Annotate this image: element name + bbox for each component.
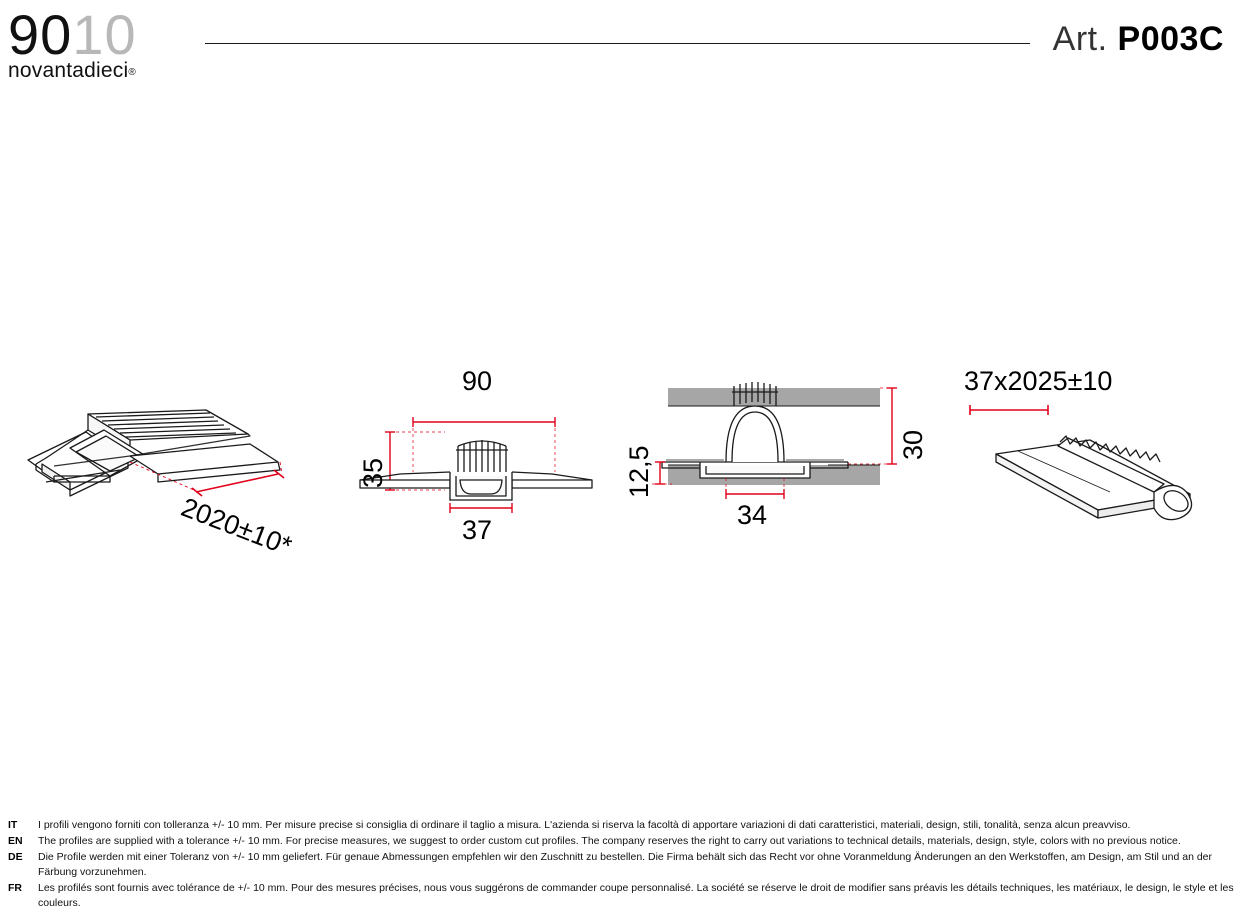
- registered-mark-icon: ®: [128, 67, 136, 78]
- article-reference: [1053, 20, 1224, 59]
- note-text-de: Die Profile werden mit einer Toleranz von +/- 10 mm geliefert. Für genaue Abmessungen empfehlen wir den Zuschnitt zu bestellen. Die Firma behält sich das Recht vor ohne Voranmeldung Änderungen an den Werkstoffen, am Design, am Stil und an der Färbung vorzunehmen.: [38, 851, 1213, 878]
- article-label: Art.: [1052, 20, 1108, 58]
- note-language-de: DE: [8, 851, 23, 863]
- wall-recess-dimension-label: 12,5: [624, 445, 654, 498]
- logo-wordmark: [8, 3, 198, 66]
- cut-detail-svg: [940, 370, 1240, 570]
- note-row-en: [0, 834, 1250, 850]
- wall-section-drawing: [600, 350, 940, 570]
- note-language-en: EN: [8, 835, 23, 847]
- cut-size-dimension-label: 37x2025±10: [964, 366, 1113, 396]
- note-row-fr: [0, 881, 1250, 912]
- logo-wordmark-light: 10: [72, 3, 137, 66]
- logo-subtitle-text: novantadieci: [8, 59, 129, 82]
- note-text-it: I profili vengono forniti con tolleranza +/- 10 mm. Per misure precise si consiglia di ordinare il taglio a misura. L'azienda si riserva la facoltà di apportare variazioni di dati caratteristici, materiali, design, stili, tonalità, senza alcun preavviso.: [38, 819, 1131, 831]
- brand-logo: [8, 3, 198, 84]
- header-divider: [205, 43, 1030, 44]
- page-header: [0, 0, 1250, 100]
- technical-drawings: [0, 330, 1250, 590]
- front-height-dimension-label: 35: [358, 457, 388, 488]
- note-row-it: [0, 818, 1250, 834]
- note-language-it: IT: [8, 819, 18, 831]
- footer-notes: [0, 818, 1250, 912]
- note-row-de: [0, 850, 1250, 881]
- front-width-dimension-label: 90: [462, 366, 493, 396]
- cut-detail-drawing: [940, 366, 1240, 570]
- note-text-fr: Les profilés sont fournis avec tolérance de +/- 10 mm. Pour des mesures précises, nous vous suggérons de commander coupe personnalisé. La société se réserve le droit de modifier sans préavis les détails techniques, les matériaux, le design, le style et les couleurs.: [38, 882, 1234, 909]
- logo-subtitle: [8, 60, 198, 84]
- wall-depth-dimension-label: 30: [898, 429, 928, 460]
- article-code: P003C: [1117, 20, 1224, 58]
- logo-wordmark-dark: 90: [8, 3, 73, 66]
- iso-length-dimension-label: 2020±10*: [177, 492, 296, 562]
- wall-band-top: [668, 388, 880, 406]
- note-text-en: The profiles are supplied with a tolerance +/- 10 mm. For precise measures, we suggest to order custom cut profiles. The company reserves the right to carry out variations to technical details, materials, design, style, colors with no previous notice.: [38, 835, 1181, 847]
- isometric-profile-drawing: [10, 370, 340, 570]
- front-section-drawing: [340, 360, 600, 570]
- note-language-fr: FR: [8, 882, 22, 894]
- front-inner-width-dimension-label: 37: [462, 515, 493, 545]
- wall-opening-dimension-label: 34: [737, 500, 768, 530]
